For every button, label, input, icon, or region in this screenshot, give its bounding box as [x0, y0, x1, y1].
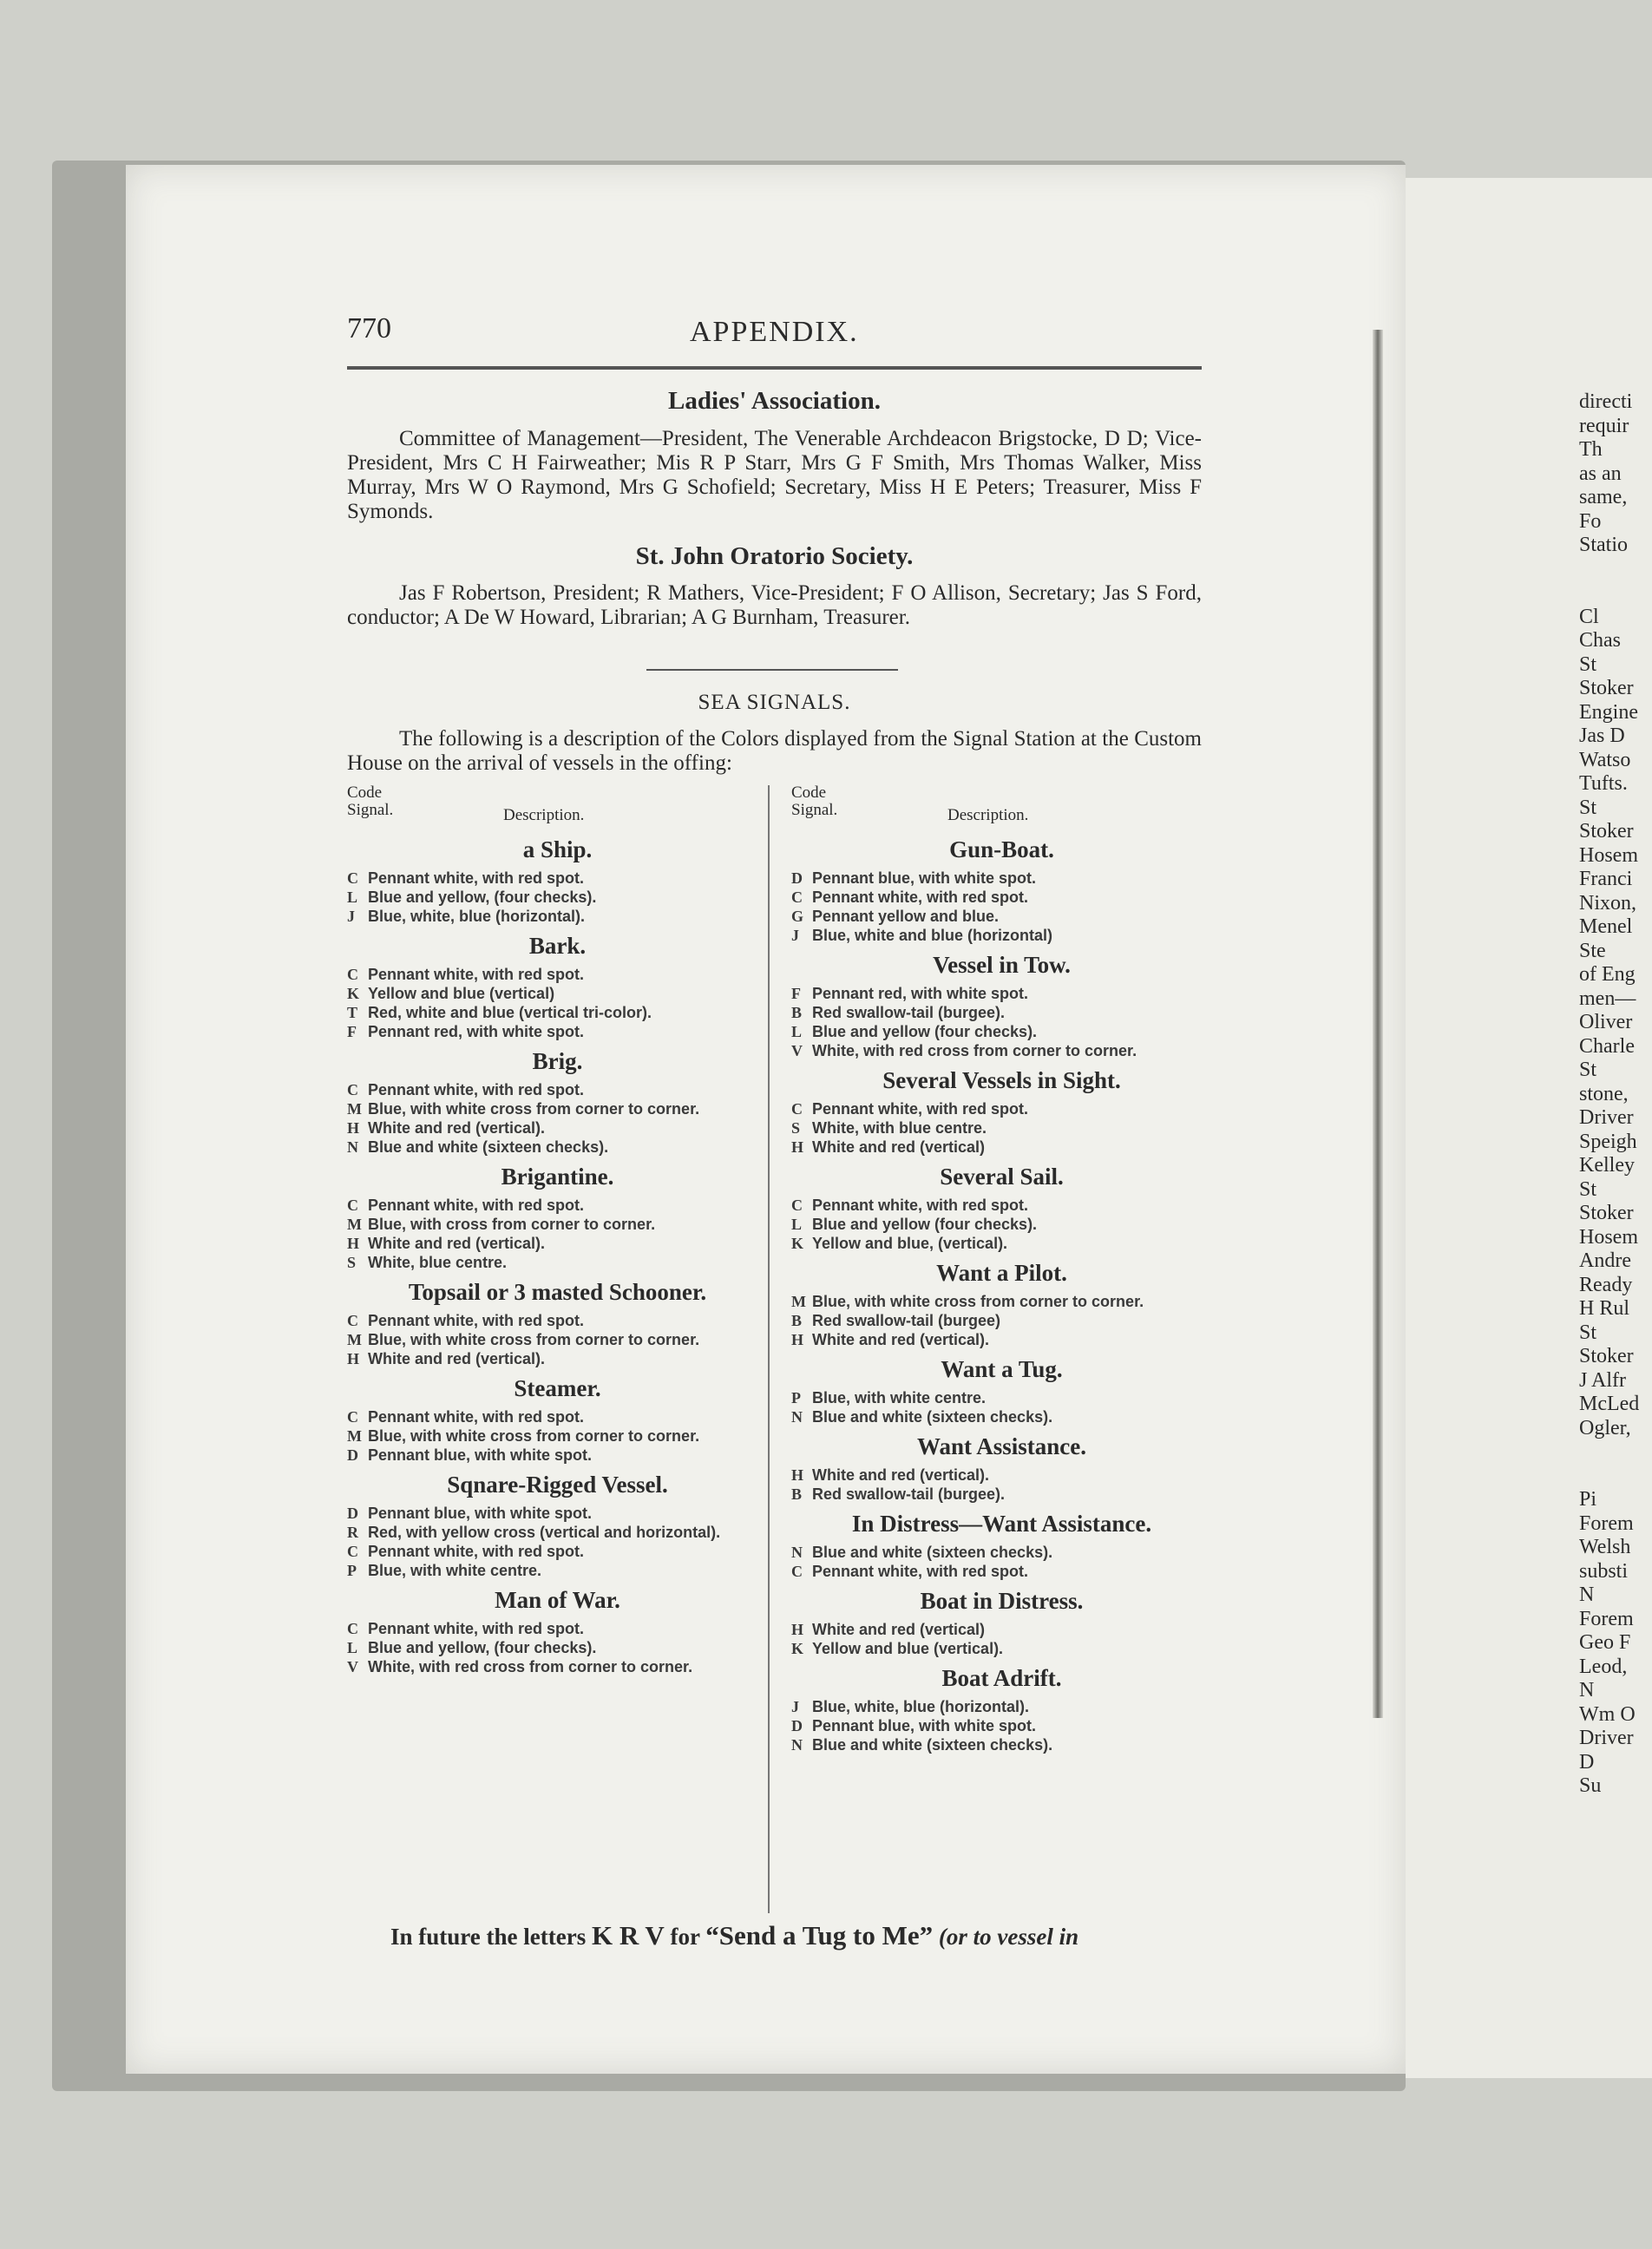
signal-row — [347, 1311, 768, 1330]
signal-description: Blue, with white centre. — [368, 1562, 542, 1579]
signal-code: C — [347, 1081, 358, 1098]
signal-code: M — [791, 1293, 806, 1310]
right-page-line: Forem — [1579, 1511, 1634, 1535]
signal-description: Pennant white, with red spot. — [368, 966, 585, 983]
sea-signals-title: SEA SIGNALS. — [698, 691, 851, 714]
signal-code: K — [791, 1640, 804, 1657]
signal-code: N — [347, 1138, 358, 1156]
right-page-line: of Eng — [1579, 963, 1636, 986]
vessel-group — [791, 1665, 1212, 1754]
signal-description: Pennant blue, with white spot. — [812, 869, 1037, 887]
signal-code: M — [347, 1216, 362, 1233]
signal-description: Yellow and blue (vertical) — [368, 985, 555, 1002]
signal-row — [347, 1657, 768, 1676]
right-page-line: Stoker — [1579, 677, 1634, 699]
vessel-group — [347, 836, 768, 926]
signal-description: White and red (vertical) — [812, 1138, 986, 1156]
signal-row — [347, 869, 768, 888]
signal-row — [791, 1716, 1212, 1735]
signal-description: Blue, with white cross from corner to corner. — [368, 1331, 700, 1348]
right-page-line: Watso — [1579, 748, 1631, 771]
signal-description: Blue and white (sixteen checks). — [812, 1544, 1053, 1561]
signal-row — [347, 1542, 768, 1561]
signal-row — [347, 1003, 768, 1022]
signal-code: B — [791, 1004, 803, 1021]
signal-code: C — [791, 1563, 803, 1580]
signal-description: Blue, with white centre. — [812, 1389, 987, 1406]
signal-code: R — [347, 1524, 358, 1541]
signal-description: Pennant white, with red spot. — [812, 1197, 1029, 1214]
vessel-type-title: Steamer. — [514, 1375, 601, 1401]
signal-row — [791, 984, 1212, 1003]
signal-code: C — [347, 1312, 358, 1329]
signal-row — [347, 1099, 768, 1118]
right-page-line: St — [1579, 1321, 1597, 1344]
signal-description: Blue, white and blue (horizontal) — [812, 927, 1052, 944]
right-page-line: Wm O — [1579, 1702, 1636, 1726]
right-page-line: Leod, — [1579, 1655, 1628, 1678]
header-rule — [347, 366, 1202, 370]
signal-row — [791, 1543, 1212, 1562]
signal-description: White and red (vertical). — [368, 1235, 546, 1252]
vessel-type-title: Boat Adrift. — [941, 1665, 1062, 1691]
signals-right-column — [791, 784, 1212, 1760]
right-page-line: D — [1579, 1750, 1595, 1774]
right-page-line: St — [1579, 652, 1597, 676]
signal-description: Pennant white, with red spot. — [368, 1081, 585, 1098]
signal-row — [347, 1523, 768, 1542]
vessel-type-title: In Distress—Want Assistance. — [851, 1511, 1152, 1537]
right-page-line: substi — [1579, 1559, 1629, 1583]
signal-row — [791, 1099, 1212, 1118]
signal-row — [791, 1735, 1212, 1754]
signal-code: L — [791, 1023, 803, 1040]
signal-row — [791, 1234, 1212, 1253]
signal-row — [347, 1504, 768, 1523]
vessel-group — [791, 1433, 1212, 1504]
signal-description: Red swallow-tail (burgee). — [812, 1485, 1006, 1503]
right-page-line: St — [1579, 1177, 1597, 1201]
signal-row — [791, 1620, 1212, 1639]
vessel-group — [791, 952, 1212, 1060]
vessel-type-title: Want a Tug. — [941, 1356, 1063, 1382]
signal-row — [791, 1196, 1212, 1215]
right-page-line: Hosem — [1579, 1225, 1638, 1249]
signal-code: C — [347, 966, 358, 983]
signal-row — [347, 1349, 768, 1368]
signal-code: S — [791, 1119, 801, 1137]
signal-description: Blue, with white cross from corner to corner. — [812, 1293, 1144, 1310]
signal-description: Pennant white, with red spot. — [368, 869, 585, 887]
vessel-group — [791, 1260, 1212, 1349]
right-page-line: Jas D — [1579, 725, 1625, 747]
signal-row — [347, 1446, 768, 1465]
signal-description: Pennant white, with red spot. — [368, 1312, 585, 1329]
signal-description: Blue and yellow (four checks). — [812, 1023, 1038, 1040]
ladies-association-text: Committee of Management—President, The Venerable Archdeacon Brigstocke, D D; Vice-President, Mrs C H Fairweather; Mis R P Starr, Mrs G F Smith, Mrs Thomas Walker, Miss Murray, Mrs W O Raymond, Mrs G Schofield; Secretary, Miss H E Peters; Treasurer, Miss F Symonds. — [347, 427, 1202, 523]
signal-code: K — [347, 985, 360, 1002]
signal-row — [791, 888, 1212, 907]
vessel-group — [791, 1511, 1212, 1581]
vessel-group — [791, 836, 1212, 945]
right-page-line: Welsh — [1579, 1536, 1631, 1558]
signal-row — [347, 1253, 768, 1272]
signal-row — [347, 1196, 768, 1215]
signal-row — [791, 1697, 1212, 1716]
vessel-group — [791, 1588, 1212, 1658]
vessel-group — [347, 1587, 768, 1676]
vessel-type-title: Man of War. — [495, 1587, 620, 1613]
signal-code: G — [791, 908, 804, 925]
vessel-type-title: Bark. — [528, 933, 587, 959]
right-page-line: St — [1579, 796, 1597, 819]
right-page-line: Engine — [1579, 700, 1638, 724]
right-page-line: N — [1579, 1679, 1595, 1702]
signal-row — [347, 1426, 768, 1446]
signal-row — [791, 926, 1212, 945]
book-gutter — [1373, 330, 1383, 1718]
signal-code: F — [791, 985, 801, 1002]
signal-description: White and red (vertical) — [812, 1621, 986, 1638]
oratorio-society-text: Jas F Robertson, President; R Mathers, Vice-President; F O Allison, Secretary; Jas S Ford, conductor; A De W Howard, Librarian; A G Burnham, Treasurer. — [347, 581, 1202, 629]
signal-code: B — [791, 1312, 803, 1329]
signal-row — [791, 907, 1212, 926]
right-page-line: N — [1579, 1583, 1595, 1606]
signal-code: C — [347, 1408, 358, 1426]
right-page-line: Charle — [1579, 1034, 1635, 1058]
signal-row — [791, 1485, 1212, 1504]
signal-code: C — [791, 888, 803, 906]
vessel-type-title: Sqnare-Rigged Vessel. — [447, 1472, 668, 1498]
signal-description: Red, with yellow cross (vertical and horizontal). — [368, 1524, 721, 1541]
vessel-type-title: Several Vessels in Sight. — [882, 1067, 1121, 1093]
signal-code: P — [347, 1562, 357, 1579]
right-page-line: Geo F — [1579, 1631, 1631, 1654]
signal-description: Blue, with cross from corner to corner. — [368, 1216, 656, 1233]
right-page-line: Speigh — [1579, 1130, 1637, 1153]
signal-row — [347, 1234, 768, 1253]
signal-description: Blue and yellow, (four checks). — [368, 888, 597, 906]
signal-row — [347, 1022, 768, 1041]
signal-code: H — [791, 1466, 804, 1484]
section-divider — [646, 669, 898, 671]
signal-description: Blue, with white cross from corner to corner. — [368, 1100, 700, 1118]
right-page-line: Stoker — [1579, 820, 1634, 843]
right-page-line: men— — [1579, 987, 1636, 1010]
footer-note — [390, 1920, 1202, 1951]
footer-letters: K R V — [591, 1920, 665, 1951]
vessel-type-title: Brig. — [532, 1048, 583, 1074]
signal-description: White and red (vertical). — [812, 1466, 990, 1484]
footer-quote: “Send a Tug to Me” — [705, 1920, 934, 1951]
sea-signals-intro: The following is a description of the Colors displayed from the Signal Station at the Custom House on the arrival of vessels in the offing: — [347, 727, 1202, 775]
signal-code: L — [791, 1216, 803, 1233]
signal-description: Pennant white, with red spot. — [368, 1620, 585, 1637]
signal-code: C — [347, 1543, 358, 1560]
signal-row — [791, 869, 1212, 888]
vessel-group — [791, 1356, 1212, 1426]
oratorio-society-title: St. John Oratorio Society. — [635, 542, 914, 570]
signal-code: H — [347, 1119, 360, 1137]
right-page-line: directi — [1579, 390, 1633, 413]
footer-for: for — [670, 1924, 700, 1950]
code-signal-header: Code Signal. — [347, 784, 394, 819]
right-page-line: Tufts. — [1579, 772, 1628, 795]
description-header: Description. — [947, 806, 1029, 824]
right-page-line: J Alfr — [1579, 1368, 1626, 1392]
signal-row — [347, 1080, 768, 1099]
signal-description: Yellow and blue (vertical). — [812, 1640, 1004, 1657]
signal-description: Pennant white, with red spot. — [368, 1197, 585, 1214]
signal-code: V — [347, 1658, 358, 1675]
signal-description: Pennant blue, with white spot. — [812, 1717, 1037, 1734]
signal-code: B — [791, 1485, 803, 1503]
signal-description: Blue and yellow (four checks). — [812, 1216, 1038, 1233]
vessel-group — [347, 1048, 768, 1157]
ladies-association-title: Ladies' Association. — [668, 387, 881, 415]
signal-code: M — [347, 1331, 362, 1348]
right-page-line: McLed — [1579, 1393, 1640, 1415]
right-page-fragments — [1579, 390, 1652, 1799]
signal-description: Red, white and blue (vertical tri-color). — [368, 1004, 652, 1021]
signal-code: J — [791, 1698, 799, 1715]
column-divider — [768, 785, 770, 1913]
right-page-line: Andre — [1579, 1249, 1631, 1272]
vessel-group — [347, 933, 768, 1041]
signal-description: Blue and white (sixteen checks). — [812, 1736, 1053, 1754]
signal-description: White, blue centre. — [368, 1254, 508, 1271]
signal-code: N — [791, 1408, 803, 1426]
signal-row — [791, 1311, 1212, 1330]
signal-row — [791, 1639, 1212, 1658]
signal-row — [791, 1465, 1212, 1485]
right-page-line: Driver — [1579, 1727, 1634, 1749]
signal-row — [791, 1003, 1212, 1022]
signal-code: H — [347, 1350, 360, 1367]
right-page-line — [1579, 1465, 1652, 1489]
page-number: 770 — [347, 312, 391, 344]
signal-row — [347, 1118, 768, 1138]
signal-description: Yellow and blue, (vertical). — [812, 1235, 1008, 1252]
vessel-group — [791, 1067, 1212, 1157]
signal-code: T — [347, 1004, 358, 1021]
signal-description: Red swallow-tail (burgee) — [812, 1312, 1001, 1329]
right-page-line: Driver — [1579, 1106, 1634, 1129]
signal-code: C — [347, 1197, 358, 1214]
signal-code: J — [791, 927, 799, 944]
right-page-line: Franci — [1579, 868, 1633, 890]
right-page-line: Su — [1579, 1774, 1602, 1797]
right-page-line: Statio — [1579, 534, 1629, 556]
signal-description: Blue and white (sixteen checks). — [812, 1408, 1053, 1426]
signal-description: Blue, white, blue (horizontal). — [368, 908, 585, 925]
signal-row — [347, 1561, 768, 1580]
vessel-type-title: Boat in Distress. — [920, 1588, 1084, 1614]
vessel-type-title: a Ship. — [522, 836, 593, 862]
signal-code: H — [791, 1331, 804, 1348]
signal-row — [791, 1388, 1212, 1407]
signal-row — [347, 1619, 768, 1638]
signal-row — [791, 1041, 1212, 1060]
vessel-group — [347, 1164, 768, 1272]
signal-code: C — [791, 1197, 803, 1214]
signal-description: White and red (vertical). — [368, 1350, 546, 1367]
signal-description: Pennant white, with red spot. — [368, 1408, 585, 1426]
right-page-line: Fo — [1579, 509, 1602, 533]
signal-code: V — [791, 1042, 803, 1059]
right-page-line: Stoker — [1579, 1345, 1634, 1367]
signal-code: H — [791, 1621, 804, 1638]
vessel-group — [791, 1164, 1212, 1253]
right-page-line: Hosem — [1579, 843, 1638, 867]
signal-row — [791, 1407, 1212, 1426]
right-page-line: H Rul — [1579, 1297, 1630, 1320]
vessel-group — [347, 1472, 768, 1580]
signal-code: M — [347, 1100, 362, 1118]
right-page-line: Ogler, — [1579, 1416, 1631, 1439]
vessel-type-title: Want Assistance. — [916, 1433, 1087, 1459]
right-page-line: Oliver — [1579, 1011, 1633, 1033]
signal-code: K — [791, 1235, 804, 1252]
vessel-type-title: Brigantine. — [501, 1164, 614, 1190]
signal-row — [791, 1215, 1212, 1234]
column-header — [347, 784, 768, 829]
signal-description: White, with red cross from corner to corner. — [368, 1658, 693, 1675]
signal-code: L — [347, 888, 358, 906]
signal-description: Blue, with white cross from corner to corner. — [368, 1427, 700, 1445]
right-page-line: stone, — [1579, 1082, 1629, 1105]
signal-row — [347, 907, 768, 926]
right-page-line: Forem — [1579, 1607, 1634, 1630]
right-page-line: requir — [1579, 414, 1629, 437]
right-page-line: Ready — [1579, 1273, 1633, 1296]
signal-description: Red swallow-tail (burgee). — [812, 1004, 1006, 1021]
right-page-line — [1579, 1440, 1652, 1465]
signal-description: Pennant red, with white spot. — [368, 1023, 585, 1040]
right-page-line — [1579, 558, 1652, 582]
right-page-line: same, — [1579, 486, 1628, 508]
column-header — [791, 784, 1212, 829]
signal-code: H — [347, 1235, 360, 1252]
signal-row — [791, 1292, 1212, 1311]
signal-description: Pennant white, with red spot. — [812, 1100, 1029, 1118]
signal-row — [791, 1118, 1212, 1138]
signal-code: M — [347, 1427, 362, 1445]
signal-row — [347, 1330, 768, 1349]
signal-code: D — [347, 1446, 358, 1464]
signal-row — [791, 1022, 1212, 1041]
vessel-type-title: Several Sail. — [940, 1164, 1064, 1190]
signal-row — [791, 1138, 1212, 1157]
signal-code: P — [791, 1389, 801, 1406]
signals-left-column — [347, 784, 768, 1682]
signal-code: C — [347, 1620, 358, 1637]
footer-prefix: In future the letters — [390, 1924, 587, 1950]
signal-description: Pennant white, with red spot. — [812, 1563, 1029, 1580]
running-title: APPENDIX. — [690, 316, 859, 348]
signal-description: White and red (vertical). — [812, 1331, 990, 1348]
signal-code: D — [791, 869, 803, 887]
signal-code: F — [347, 1023, 357, 1040]
signal-code: D — [347, 1505, 358, 1522]
signal-row — [791, 1330, 1212, 1349]
signal-description: Blue, white, blue (horizontal). — [812, 1698, 1029, 1715]
signal-row — [347, 1215, 768, 1234]
signal-description: Pennant white, with red spot. — [368, 1543, 585, 1560]
signal-description: Pennant yellow and blue. — [812, 908, 1000, 925]
code-signal-header: Code Signal. — [791, 784, 838, 819]
signal-row — [347, 888, 768, 907]
right-page-line — [1579, 581, 1652, 606]
signal-row — [347, 1138, 768, 1157]
vessel-type-title: Topsail or 3 masted Schooner. — [408, 1279, 707, 1305]
right-page-line: Menel — [1579, 915, 1633, 938]
right-page-line: Pi — [1579, 1488, 1597, 1511]
signal-row — [347, 965, 768, 984]
vessel-type-title: Vessel in Tow. — [933, 952, 1071, 978]
signal-code: L — [347, 1639, 358, 1656]
signal-row — [347, 984, 768, 1003]
vessel-group — [347, 1279, 768, 1368]
vessel-type-title: Gun-Boat. — [949, 836, 1054, 862]
signal-code: C — [347, 869, 358, 887]
signal-description: Blue and yellow, (four checks). — [368, 1639, 597, 1656]
signal-description: Blue and white (sixteen checks). — [368, 1138, 609, 1156]
signal-description: Pennant white, with red spot. — [812, 888, 1029, 906]
right-page-line: Cl — [1579, 605, 1599, 628]
right-page-line: Stoker — [1579, 1202, 1634, 1224]
right-page-line: Th — [1579, 438, 1603, 461]
signal-description: White, with blue centre. — [812, 1119, 987, 1137]
signal-description: Pennant blue, with white spot. — [368, 1446, 593, 1464]
signal-row — [347, 1407, 768, 1426]
signal-description: White, with red cross from corner to corner. — [812, 1042, 1137, 1059]
signal-code: H — [791, 1138, 804, 1156]
right-page-line: St — [1579, 1059, 1597, 1081]
signal-code: S — [347, 1254, 357, 1271]
signal-description: Pennant red, with white spot. — [812, 985, 1029, 1002]
right-page-line: Ste — [1579, 939, 1606, 962]
signal-code: D — [791, 1717, 803, 1734]
signal-row — [347, 1638, 768, 1657]
right-page-line: Kelley — [1579, 1154, 1635, 1177]
signal-description: White and red (vertical). — [368, 1119, 546, 1137]
right-page-line: Chas — [1579, 629, 1621, 652]
signal-row — [791, 1562, 1212, 1581]
signal-code: N — [791, 1736, 803, 1754]
signal-code: N — [791, 1544, 803, 1561]
vessel-group — [347, 1375, 768, 1465]
description-header: Description. — [503, 806, 585, 824]
signal-code: C — [791, 1100, 803, 1118]
signal-description: Pennant blue, with white spot. — [368, 1505, 593, 1522]
signal-code: J — [347, 908, 355, 925]
running-head — [347, 312, 1202, 356]
footer-italic: (or to vessel in — [938, 1924, 1079, 1950]
vessel-type-title: Want a Pilot. — [936, 1260, 1067, 1286]
right-page-line: as an — [1579, 462, 1622, 485]
right-page-line: Nixon, — [1579, 891, 1636, 915]
